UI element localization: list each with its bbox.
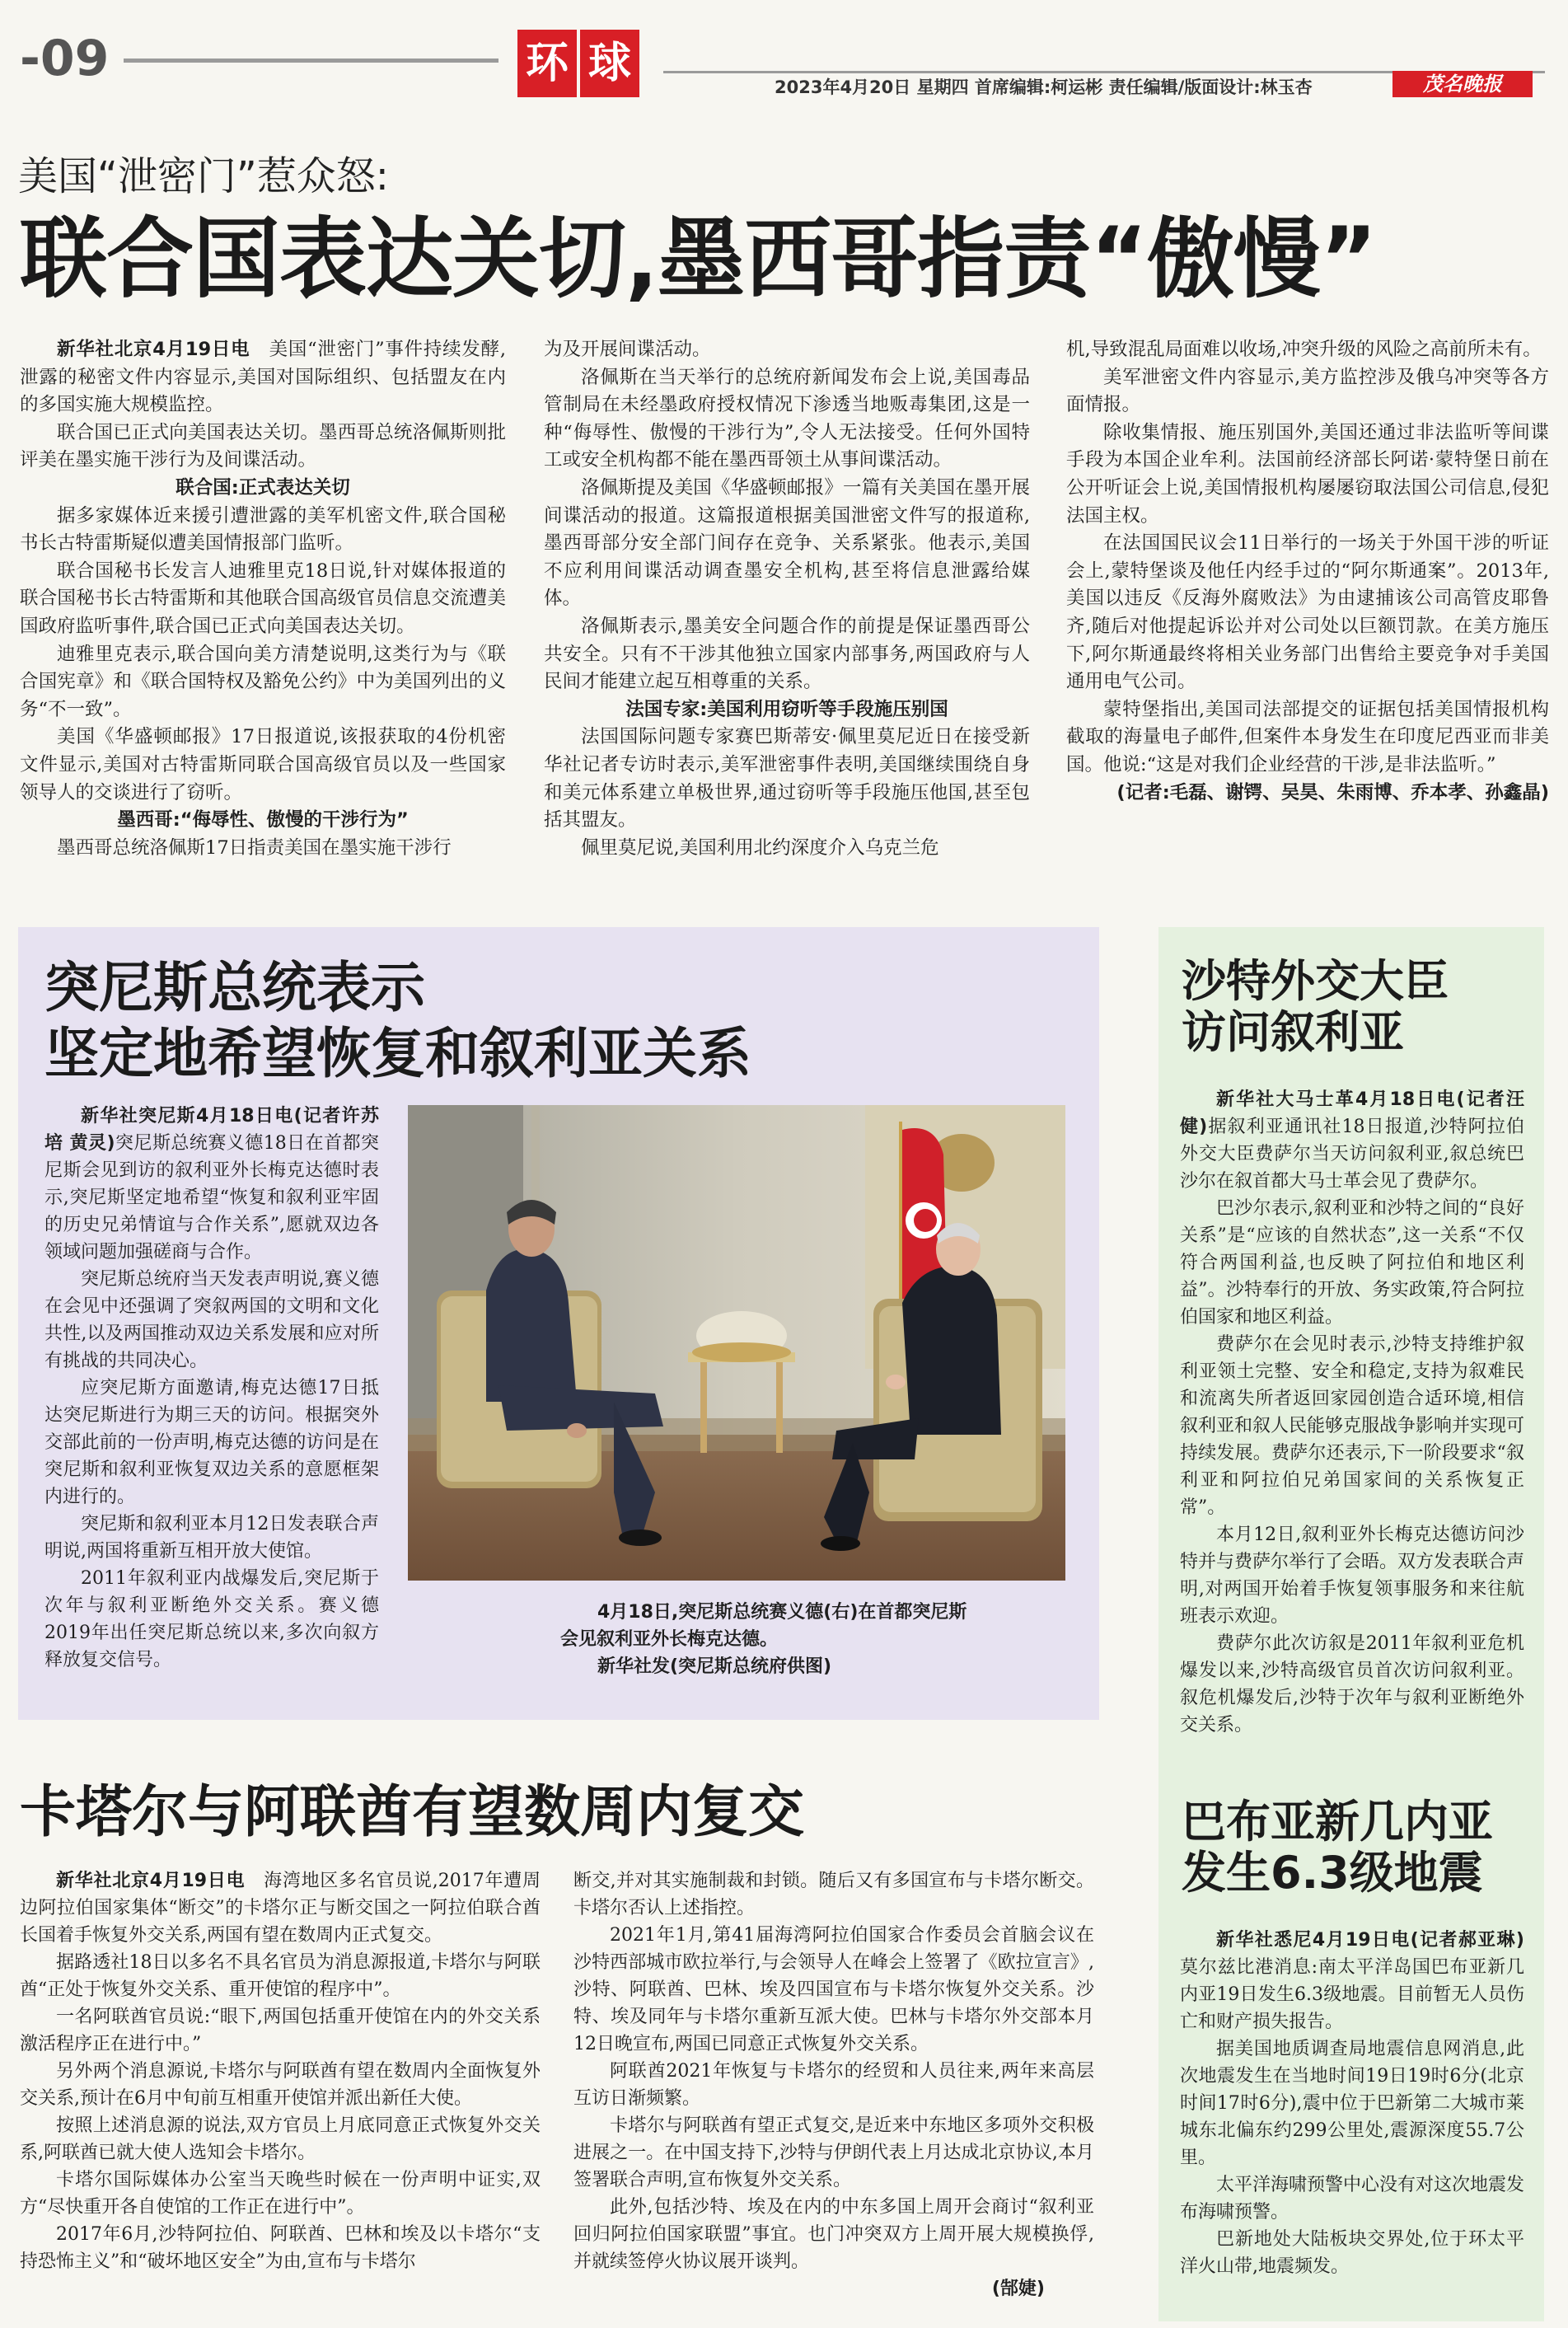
caption-line-2: 会见叙利亚外长梅克达德。 [560,1629,779,1650]
article4-col2 [573,1867,1094,2302]
article2-text [44,1103,379,1674]
article1-col1-p2: 联合国已正式向美国表达关切。墨西哥总统洛佩斯则批评美在墨实施干涉行为及间谍活动。 [20,421,506,471]
article1-col1-p6: 美国《华盛顿邮报》17日报道说,该报获取的4份机密文件显示,美国对古特雷斯同联合国高级官员以及一些国家领导人的交谈进行了窃听。 [20,726,506,803]
article1-subhead-2: 墨西哥:“侮辱性、傲慢的干涉行为” [117,809,409,831]
article2-headline-line2: 坚定地希望恢复和叙利亚关系 [44,1022,751,1085]
article4-col2-p3: 阿联酋2021年恢复与卡塔尔的经贸和人员往来,两年来高层互访日渐频繁。 [573,2061,1094,2109]
article4-credit: (郜婕) [991,2279,1045,2299]
section-char-2: 球 [580,30,639,97]
article1-col2-p2: 洛佩斯在当天举行的总统府新闻发布会上说,美国毒品管制局在未经墨政府授权情况下渗透当地贩毒集团,这是一种“侮辱性、傲慢的干涉行为”,令人无法接受。任何外国特工或安全机构都不能在墨西哥领土从事间谍活动。 [544,366,1030,471]
dateline: 2023年4月20日 星期四 首席编辑:柯运彬 责任编辑/版面设计:林玉杏 [775,77,1313,97]
article3-headline-line1: 沙特外交大臣 [1182,955,1449,1007]
article1-subhead-3: 法国专家:美国利用窃听等手段施压别国 [625,698,948,720]
article4-col1 [20,1867,541,2275]
article1-headline: 联合国表达关切,墨西哥指责“傲慢” [20,208,1377,310]
article1-credit: (记者:毛磊、谢锷、吴昊、朱雨博、乔本孝、孙鑫晶) [1116,781,1549,803]
article1-col1-p1: 新华社北京4月19日电 美国“泄密门”事件持续发酵,泄露的秘密文件内容显示,美国对国际组织、包括盟友在内的多国实施大规模监控。 [20,339,506,416]
article4-col1-p7: 2017年6月,沙特阿拉伯、阿联酋、巴林和埃及以卡塔尔“支持恐怖主义”和“破坏地区安全”为由,宣布与卡塔尔 [20,2224,541,2272]
article1-kicker: 美国“泄密门”惹众怒: [18,153,389,199]
article1-col3 [1066,336,1549,807]
article1-col3-p1: 机,导致混乱局面难以收场,冲突升级的风险之高前所未有。 [1066,339,1542,360]
article4-col2-p4: 卡塔尔与阿联酋有望正式复交,是近来中东地区多项外交积极进展之一。在中国支持下,沙特与伊朗代表上月达成北京协议,本月签署联合声明,宣布恢复外交关系。 [573,2115,1094,2190]
article4-col1-p1: 新华社北京4月19日电 海湾地区多名官员说,2017年遭周边阿拉伯国家集体“断交”的卡塔尔正与断交国之一阿拉伯联合酋长国着手恢复外交关系,两国有望在数周内正式复交。 [20,1871,541,1946]
article2-headline-line1: 突尼斯总统表示 [44,956,425,1019]
article1-col2-p4: 洛佩斯表示,墨美安全问题合作的前提是保证墨西哥公共安全。只有不干涉其他独立国家内部事务,两国政府与人民间才能建立起互相尊重的关系。 [544,615,1030,693]
article4-col1-p5: 按照上述消息源的说法,双方官员上月底同意正式恢复外交关系,阿联酋已就大使人选知会卡塔尔。 [20,2115,541,2163]
article3-p3: 费萨尔在会见时表示,沙特支持维护叙利亚领土完整、安全和稳定,支持为叙难民和流离失所者返回家园创造合适环境,相信叙利亚和叙人民能够克服战争影响并实现可持续发展。费萨尔还表示,下一阶段要求“叙利亚和阿拉伯兄弟国家间的关系恢复正常”。 [1180,1334,1525,1518]
article4-col1-p2: 据路透社18日以多名不具名官员为消息源报道,卡塔尔与阿联酋“正处于恢复外交关系、重开使馆的程序中”。 [20,1952,541,2000]
article3-p1: 新华社大马士革4月18日电(记者汪健)据叙利亚通讯社18日报道,沙特阿拉伯外交大臣费萨尔当天访问叙利亚,叙总统巴沙尔在叙首都大马士革会见了费萨尔。 [1180,1089,1524,1192]
article4-col2-p1: 断交,并对其实施制裁和封锁。随后又有多国宣布与卡塔尔断交。卡塔尔否认上述指控。 [573,1871,1094,1918]
article4-col1-p3: 一名阿联酋官员说:“眼下,两国包括重开使馆在内的外交关系激活程序正在进行中。” [20,2007,541,2054]
article5-p4: 巴新地处大陆板块交界处,位于环太平洋火山带,地震频发。 [1180,2229,1524,2277]
article4-col1-p6: 卡塔尔国际媒体办公室当天晚些时候在一份声明中证实,双方“尽快重开各自使馆的工作正在进行中”。 [20,2170,541,2218]
article2-p3: 应突尼斯方面邀请,梅克达德17日抵达突尼斯进行为期三天的访问。根据突外交部此前的一份声明,梅克达德的访问是在突尼斯和叙利亚恢复双边关系的意愿框架内进行的。 [44,1378,379,1507]
article4-col2-p5: 此外,包括沙特、埃及在内的中东多国上周开会商讨“叙利亚回归阿拉伯国家联盟”事宜。也门冲突双方上周开展大规模换俘,并就续签停火协议展开谈判。 [573,2197,1094,2272]
article2-p2: 突尼斯总统府当天发表声明说,赛义德在会见中还强调了突叙两国的文明和文化共性,以及两国推动双边关系发展和应对所有挑战的共同决心。 [44,1269,379,1371]
article2-p1: 新华社突尼斯4月18日电(记者许苏培 黄灵)突尼斯总统赛义德18日在首都突尼斯会见到访的叙利亚外长梅克达德时表示,突尼斯坚定地希望“恢复和叙利亚牢固的历史兄弟情谊与合作关系”,愿就双边各领域问题加强磋商与合作。 [44,1106,379,1262]
article1-col3-p5: 蒙特堡指出,美国司法部提交的证据包括美国情报机构截取的海量电子邮件,但案件本身发生在印度尼西亚而非美国。他说:“这是对我们企业经营的干涉,是非法监听。” [1066,698,1549,775]
article1-col2-p6: 佩里莫尼说,美国利用北约深度介入乌克兰危 [581,836,939,859]
caption-line-3: 新华社发(突尼斯总统府供图) [597,1656,832,1677]
article1-col2-p1: 为及开展间谍活动。 [544,339,711,360]
article1-col3-p2: 美军泄密文件内容显示,美方监控涉及俄乌冲突等各方面情报。 [1066,366,1549,416]
page-number: -09 [20,30,110,87]
caption-line-1: 4月18日,突尼斯总统赛义德(右)在首都突尼斯 [597,1602,967,1623]
article5-p2: 据美国地质调查局地震信息网消息,此次地震发生在当地时间19日19时6分(北京时间17时6分),震中位于巴新第二大城市莱城东北偏东约299公里处,震源深度55.7公里。 [1180,2039,1524,2168]
article2-p4: 突尼斯和叙利亚本月12日发表联合声明说,两国将重新互相开放大使馆。 [44,1514,379,1562]
article5-text [1180,1927,1524,2280]
article1-col1-p4: 联合国秘书长发言人迪雅里克18日说,针对媒体报道的联合国秘书长古特雷斯和其他联合国高级官员信息交流遭美国政府监听事件,联合国已正式向美国表达关切。 [20,560,506,637]
article5-headline-line1: 巴布亚新几内亚 [1182,1796,1493,1848]
article1-col3-p4: 在法国国民议会11日举行的一场关于外国干涉的听证会上,蒙特堡谈及他任内经手过的“阿尔斯通案”。2013年,美国以违反《反海外腐败法》为由逮捕该公司高管皮耶鲁齐,随后对他提起诉讼并对公司处以巨额罚款。在美方施压下,阿尔斯通最终将相关业务部门出售给主要竞争对手美国通用电气公司。 [1066,532,1549,693]
article3-p2: 巴沙尔表示,叙利亚和沙特之间的“良好关系”是“应该的自然状态”,这一关系“不仅符合两国利益,也反映了阿拉伯和地区利益”。沙特奉行的开放、务实政策,符合阿拉伯国家和地区利益。 [1180,1198,1524,1328]
header-rule-left [124,59,498,63]
section-tag [517,30,641,102]
article1-col1-p7: 墨西哥总统洛佩斯17日指责美国在墨实施干涉行 [57,836,452,859]
article1-col3-p3: 除收集情报、施压别国外,美国还通过非法监听等间谍手段为本国企业牟利。法国前经济部长阿诺·蒙特堡日前在公开听证会上说,美国情报机构屡屡窃取法国公司信息,侵犯法国主权。 [1066,421,1549,527]
article2-photo [408,1105,1065,1581]
article3-p4: 本月12日,叙利亚外长梅克达德访问沙特并与费萨尔举行了会晤。双方发表联合声明,对两国开始着手恢复领事服务和来往航班表示欢迎。 [1180,1525,1525,1627]
article4-col1-p4: 另外两个消息源说,卡塔尔与阿联酋有望在数周内全面恢复外交关系,预计在6月中旬前互相重开使馆并派出新任大使。 [20,2061,541,2109]
article3-headline-line2: 访问叙利亚 [1182,1006,1404,1058]
meeting-photo [408,1105,1065,1581]
section-char-1: 环 [517,30,577,97]
article5-p3: 太平洋海啸预警中心没有对这次地震发布海啸预警。 [1180,2175,1525,2223]
article1-col2-p3: 洛佩斯提及美国《华盛顿邮报》一篇有关美国在墨开展间谍活动的报道。这篇报道根据美国泄密文件写的报道称,墨西哥部分安全部门间存在竞争、关系紧张。他表示,美国不应利用间谍活动调查墨安全机构,甚至将信息泄露给媒体。 [544,476,1030,610]
article1-col1-p5: 迪雅里克表示,联合国向美方清楚说明,这类行为与《联合国宪章》和《联合国特权及豁免公约》中为美国列出的义务“不一致”。 [20,643,506,720]
article4-headline: 卡塔尔与阿联酋有望数周内复交 [20,1780,805,1845]
masthead: 茂名晚报 [1392,71,1533,97]
article2-p5: 2011年叙利亚内战爆发后,突尼斯于次年与叙利亚断绝外交关系。赛义德2019年出任突尼斯总统以来,多次向叙方释放复交信号。 [44,1568,379,1670]
article1-col2-p5: 法国国际问题专家赛巴斯蒂安·佩里莫尼近日在接受新华社记者专访时表示,美军泄密事件表明,美国继续围绕自身和美元体系建立单极世界,通过窃听等手段施压他国,甚至包括其盟友。 [544,726,1030,831]
article3-text [1180,1086,1524,1739]
article5-headline-line2: 发生6.3级地震 [1182,1847,1483,1899]
article1-subhead-1: 联合国:正式表达关切 [176,476,350,499]
article4-col2-p2: 2021年1月,第41届海湾阿拉伯国家合作委员会首脑会议在沙特西部城市欧拉举行,与会领导人在峰会上签署了《欧拉宣言》,沙特、阿联酋、巴林、埃及四国宣布与卡塔尔恢复外交关系。沙特、埃及同年与卡塔尔重新互派大使。巴林与卡塔尔外交部本月12日晚宣布,两国已同意正式恢复外交关系。 [573,1925,1094,2054]
article2-caption [560,1599,1088,1680]
article3-p5: 费萨尔此次访叙是2011年叙利亚危机爆发以来,沙特高级官员首次访问叙利亚。叙危机爆发后,沙特于次年与叙利亚断绝外交关系。 [1180,1633,1524,1735]
article5-p1: 新华社悉尼4月19日电(记者郝亚琳)莫尔兹比港消息:南太平洋岛国巴布亚新几内亚19日发生6.3级地震。目前暂无人员伤亡和财产损失报告。 [1180,1930,1524,2032]
article1-col1-p3: 据多家媒体近来援引遭泄露的美军机密文件,联合国秘书长古特雷斯疑似遭美国情报部门监听。 [20,504,506,555]
article1-col2 [544,336,1030,862]
article1-col1 [20,336,506,862]
